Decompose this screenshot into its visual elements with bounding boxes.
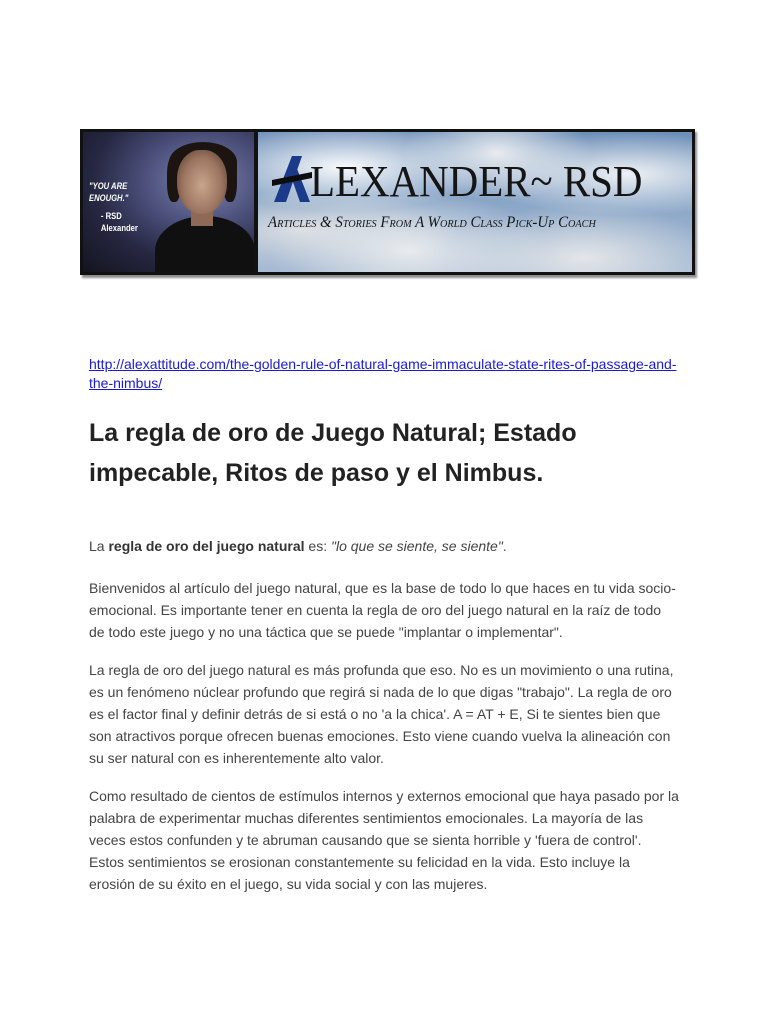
intro-prefix: La [89,538,109,554]
paragraph-3: Como resultado de cientos de estímulos internos y externos emocional que haya pasado por la palabra de experimentar muchas diferentes sentimientos emocionales. La mayoría de las veces estos confunden y te abruman causando que se sienta horrible y 'fuera de control'. Estos sentimientos se erosionan constantemente su felicidad en la vida. Esto incluye la erosión de su éxito en el juego, su vida social y con las mujeres. [89,788,679,892]
article-title: La regla de oro de Juego Natural; Estado impecable, Ritos de paso y el Nimbus. [89,419,577,487]
article-body [89,355,679,895]
intro-paragraph [89,535,679,557]
portrait-face [177,150,227,214]
paragraph-1: Bienvenidos al artículo del juego natural, que es la base de todo lo que haces en tu vida socio-emocional. Es importante tener en cuenta la regla de oro del juego natural en la raíz de todo de todo este juego y no una táctica que se puede "implantar o implementar". [89,580,676,640]
source-link[interactable]: http://alexattitude.com/the-golden-rule-of-natural-game-immaculate-state-rites-of-passage-and-the-nimbus/ [89,356,677,391]
header-banner [80,129,695,275]
banner-title: LEXANDER~ RSD [310,157,643,206]
intro-bold-term: regla de oro del juego natural [108,538,305,554]
banner-title-panel [258,132,692,272]
banner-portrait-image [83,132,254,272]
intro-quote: "lo que se siente, se siente" [330,538,503,554]
intro-suffix: . [502,538,507,554]
banner-subtitle: Articles & Stories From A World Class Pick-Up Coach [268,214,596,231]
stylized-a-logo-icon [272,150,312,204]
intro-middle: es: [304,538,331,554]
banner-quote-author: - RSD Alexander [100,211,138,233]
paragraph-2: La regla de oro del juego natural es más profunda que eso. No es un movimiento o una rutina, es un fenómeno núclear profundo que regirá si nada de lo que digas "trabajo". La regla de oro es el factor final y definir detrás de si está o no 'a la chica'. A = AT + E, Si te sientes bien que son atractivos porque ofrecen buenas emociones. Esto viene cuando vuelva la alineación con su ser natural con es inherentemente alto valor. [89,662,674,766]
banner-quote [89,180,157,234]
banner-quote-text: "YOU ARE ENOUGH." [89,181,129,203]
